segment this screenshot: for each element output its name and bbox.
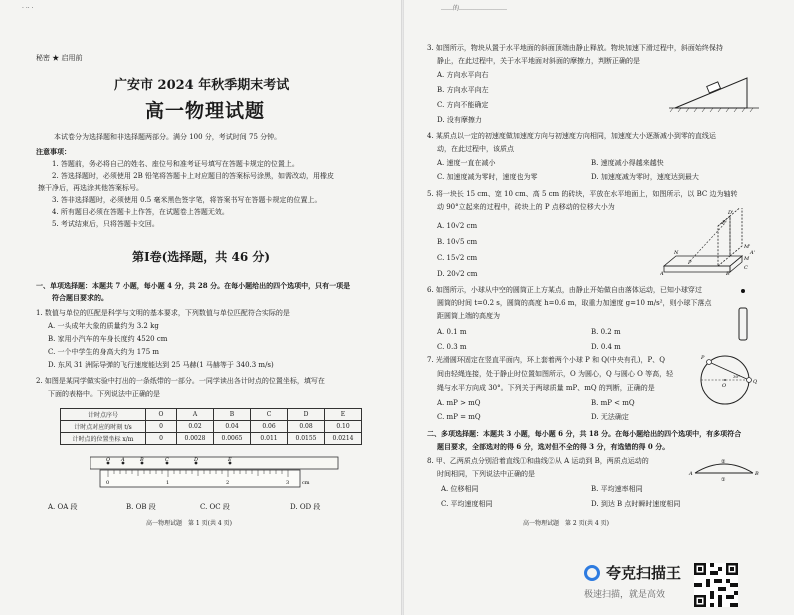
ruler-number-1: 1 xyxy=(166,480,170,486)
table-row xyxy=(61,433,362,445)
table-cell: 计时点的位置坐标 x/m xyxy=(61,433,146,445)
q5-option-a: A. 10√2 cm xyxy=(437,222,478,230)
q2-tape-ruler-figure xyxy=(90,455,340,497)
standing-brick xyxy=(718,208,742,266)
label-a: A xyxy=(660,271,664,276)
table-cell: 0.10 xyxy=(325,421,362,433)
center-o xyxy=(724,379,726,381)
scanner-slogan: 极速扫描，就是高效 xyxy=(584,590,666,600)
ball-p xyxy=(707,360,712,365)
page-footer-right: 高一物理试题 第 2 页(共 4 页) xyxy=(523,520,609,527)
label-m-prime: M' xyxy=(744,244,751,250)
q1-option-d: D. 东风 31 洲际导弹的飞行速度能达到 25 马赫(1 马赫等于 340.3 m/s) xyxy=(48,361,274,369)
q5-stem-2: 动 90°立起来的过程中，砖块上的 P 点移动的位移大小为 xyxy=(437,203,615,211)
table-cell: 0.0214 xyxy=(325,433,362,445)
part-1-instructions-b: 符合题目要求的。 xyxy=(52,293,108,302)
table-cell: O xyxy=(146,409,177,421)
table-cell: 0.06 xyxy=(251,421,288,433)
falling-ball xyxy=(741,289,745,293)
q3-option-b: B. 方向水平向左 xyxy=(437,86,489,94)
q6-tube-figure xyxy=(735,288,751,344)
notice-heading: 注意事项： xyxy=(36,147,71,156)
label-d-prime: D' xyxy=(728,210,734,216)
tape-label-a: A xyxy=(121,457,125,463)
label-b: B xyxy=(726,271,730,276)
page-fold xyxy=(401,0,404,615)
label-n: N xyxy=(674,250,679,256)
tape-label-b: B xyxy=(140,457,144,463)
page-footer-left: 高一物理试题 第 1 页(共 4 页) xyxy=(146,520,232,527)
intro-line: 本试卷分为选择题和非选择题两部分。满分 100 分，考试时间 75 分钟。 xyxy=(54,133,282,141)
paper-tape xyxy=(90,457,338,469)
label-a: A xyxy=(689,471,693,477)
q3-option-d: D. 没有摩擦力 xyxy=(437,116,482,124)
label-o: O xyxy=(722,383,727,389)
scanner-brand: 夸克扫描王 xyxy=(606,564,682,582)
table-cell: 0.0065 xyxy=(214,433,251,445)
scan-mark-right: ……的…………………… xyxy=(441,5,508,12)
label-angle: 30° xyxy=(733,374,741,379)
q5-brick-figure xyxy=(660,208,760,276)
q4-stem-1: 4. 某质点以一定的初速度做加速度方向与初速度方向相同，加速度大小逐渐减小到零的直线运 xyxy=(427,132,716,140)
part-2-instructions-a: 二、多项选择题：本题共 3 小题，每小题 6 分，共 18 分。在每小题给出的四个选项中，有多项符合 xyxy=(427,429,742,438)
q1-option-b: B. 家用小汽车的车身长度约 4520 cm xyxy=(48,335,168,343)
q2-option-c: C. OC 段 xyxy=(200,503,230,511)
q1-stem: 1. 数值与单位的匹配是科学与文明的基本要求，下列数值与单位匹配符合实际的是 xyxy=(36,309,290,317)
tape-label-e: E xyxy=(228,457,232,463)
q5-stem-1: 5. 将一块长 15 cm、宽 10 cm、高 5 cm 的砖块，平放在水平地面上，如图所示，以 BC 边为轴转 xyxy=(427,190,738,198)
q1-option-a: A. 一头成年大象的质量约为 3.2 kg xyxy=(48,322,159,330)
q3-stem-1: 3. 如图所示，物块从置于水平地面的斜面顶端由静止释放。物块加速下滑过程中，斜面始终保持 xyxy=(427,44,723,52)
q8-option-a: A. 位移相同 xyxy=(441,485,479,493)
q4-stem-2: 动，在此过程中，该质点 xyxy=(437,145,514,153)
ruler-number-3: 3 xyxy=(286,480,290,486)
q5-option-d: D. 20√2 cm xyxy=(437,270,478,278)
ground-hatching xyxy=(670,108,753,112)
table-cell: 0.0155 xyxy=(288,433,325,445)
q4-option-a: A. 速度一直在减小 xyxy=(437,159,496,167)
q6-option-a: A. 0.1 m xyxy=(437,328,467,336)
q3-option-a: A. 方向水平向右 xyxy=(437,71,489,79)
q3-option-c: C. 方向不能确定 xyxy=(437,101,489,109)
table-cell: 计时点对应的时刻 t/s xyxy=(61,421,146,433)
q7-stem-2: 间由轻绳连接，处于静止时位置如图所示，O 为圆心，Q 与圆心 O 等高，轻 xyxy=(437,370,674,378)
q4-option-d: D. 加速度减为零时，速度达到最大 xyxy=(591,173,699,181)
ruler-unit: cm xyxy=(302,480,310,486)
table-cell: A xyxy=(177,409,214,421)
q4-option-b: B. 速度减小得越来越快 xyxy=(591,159,664,167)
tape-label-o: O xyxy=(106,457,111,463)
q5-option-b: B. 10√5 cm xyxy=(437,238,478,246)
notice-2a: 2. 答选择题时，必须使用 2B 铅笔将答题卡上对应题目的答案标号涂黑，如需改动，用橡皮 xyxy=(52,172,334,180)
label-p: P xyxy=(701,355,705,361)
tape-label-c: C xyxy=(165,457,169,463)
ball-q xyxy=(747,378,752,383)
q7-option-a: A. mP > mQ xyxy=(437,399,481,407)
table-cell: 0.02 xyxy=(177,421,214,433)
ruler-number-0: 0 xyxy=(106,480,110,486)
displacement-line xyxy=(690,222,726,261)
label-line: ① xyxy=(721,477,726,483)
table-cell: 0.04 xyxy=(214,421,251,433)
q5-option-c: C. 15√2 cm xyxy=(437,254,478,262)
q6-stem-3: 距圆筒上端的高度为 xyxy=(437,312,500,320)
hollow-tube xyxy=(739,308,747,340)
notice-3: 3. 答非选择题时，必须使用 0.5 毫米黑色签字笔，将答案书写在答题卡规定的位置上。 xyxy=(52,196,322,204)
q3-incline-figure xyxy=(669,74,761,114)
label-p: P xyxy=(688,260,692,266)
notice-5: 5. 考试结束后，只将答题卡交回。 xyxy=(52,220,159,228)
table-cell: 0 xyxy=(146,421,177,433)
table-cell: B xyxy=(214,409,251,421)
q8-option-d: D. 到达 B 点时瞬时速度相同 xyxy=(591,500,681,508)
q8-option-c: C. 平均速度相同 xyxy=(441,500,493,508)
q8-option-b: B. 平均速率相同 xyxy=(591,485,643,493)
section-1-title: 第Ⅰ卷(选择题，共 46 分) xyxy=(132,250,271,264)
secret-mark: 秘密 ★ 启用前 xyxy=(36,54,83,62)
q6-stem-1: 6. 如图所示，小球从中空的圆筒正上方某点，由静止开始做自由落体运动，已知小球穿过 xyxy=(427,286,702,294)
part-2-instructions-b: 题目要求，全部选对的得 6 分，选对但不全的得 3 分，有选错的得 0 分。 xyxy=(437,442,670,451)
label-c: C xyxy=(744,265,748,271)
q7-stem-3: 绳与水平方向成 30°。下列关于两球质量 mP、mQ 的判断，正确的是 xyxy=(437,384,655,392)
q7-option-d: D. 无法确定 xyxy=(591,413,629,421)
notice-4: 4. 所有题目必须在答题卡上作答，在试题卷上答题无效。 xyxy=(52,208,229,216)
label-b: B xyxy=(755,471,759,477)
scan-mark-left: · ·· · xyxy=(22,5,34,12)
q7-ring-figure xyxy=(695,350,761,410)
q1-option-c: C. 一个中学生的身高大约为 175 m xyxy=(48,348,160,356)
q7-option-b: B. mP < mQ xyxy=(591,399,635,407)
q7-stem-1: 7. 光滑圆环固定在竖直平面内，环上套着两个小球 P 和 Q(中央有孔)，P、Q xyxy=(427,356,665,364)
table-cell: 0.08 xyxy=(288,421,325,433)
tape-label-d: D xyxy=(194,457,199,463)
table-cell: 计时点序号 xyxy=(61,409,146,421)
q3-stem-2: 静止，在此过程中，关于水平地面对斜面的摩擦力，判断正确的是 xyxy=(437,57,640,65)
table-cell: D xyxy=(288,409,325,421)
right-page xyxy=(405,0,794,615)
q8-path-figure xyxy=(687,455,761,485)
q6-stem-2: 圆筒的时间 t=0.2 s，圆筒的高度 h=0.6 m，取重力加速度 g=10 m/s²，则小球下落点 xyxy=(437,299,712,307)
incline-triangle xyxy=(675,78,747,108)
q2-data-table xyxy=(60,408,362,445)
scanner-logo-icon xyxy=(584,565,600,581)
ruler-number-2: 2 xyxy=(226,480,230,486)
q7-option-c: C. mP = mQ xyxy=(437,413,481,421)
q2-option-a: A. OA 段 xyxy=(48,503,78,511)
flat-brick xyxy=(664,256,742,272)
table-cell: E xyxy=(325,409,362,421)
label-p-prime: P' xyxy=(722,220,727,226)
notice-1: 1. 答题前，务必将自己的姓名、座位号和准考证号填写在答题卡规定的位置上。 xyxy=(52,160,299,168)
notice-2b: 擦干净后，再选涂其他答案标号。 xyxy=(38,184,143,192)
curved-path-2 xyxy=(695,464,753,473)
label-a-prime: A' xyxy=(750,250,755,256)
q2-stem-2: 下面的表格中。下列说法中正确的是 xyxy=(48,390,160,398)
table-cell: C xyxy=(251,409,288,421)
exam-title: 广安市 2024 年秋季期末考试 xyxy=(114,78,290,93)
q2-option-d: D. OD 段 xyxy=(290,503,321,511)
q6-option-d: D. 0.4 m xyxy=(591,343,621,351)
q8-stem-1: 8. 甲、乙两质点分别沿着直线①和曲线②从 A 运动到 B，两质点运动的 xyxy=(427,457,649,465)
label-m: M xyxy=(744,256,750,262)
table-cell: 0.011 xyxy=(251,433,288,445)
q6-option-b: B. 0.2 m xyxy=(591,328,621,336)
q2-option-b: B. OB 段 xyxy=(126,503,156,511)
label-curve: ② xyxy=(721,459,726,465)
table-row xyxy=(61,421,362,433)
label-q: Q xyxy=(753,379,758,385)
qr-code xyxy=(694,563,738,607)
subject-title: 高一物理试题 xyxy=(145,100,266,122)
table-cell: 0.0028 xyxy=(177,433,214,445)
table-cell: 0 xyxy=(146,433,177,445)
part-1-instructions-a: 一、单项选择题：本题共 7 小题，每小题 4 分，共 28 分。在每小题给出的四个选项中，只有一项是 xyxy=(36,281,351,290)
q4-option-c: C. 加速度减为零时，速度也为零 xyxy=(437,173,538,181)
table-header-row xyxy=(61,409,362,421)
q8-stem-2: 时间相同，下列说法中正确的是 xyxy=(437,470,535,478)
q2-stem-1: 2. 如图是某同学做实验中打出的一条纸带的一部分。一同学读出各计时点的位置坐标，填写在 xyxy=(36,377,325,385)
sliding-block xyxy=(707,82,721,93)
q6-option-c: C. 0.3 m xyxy=(437,343,467,351)
